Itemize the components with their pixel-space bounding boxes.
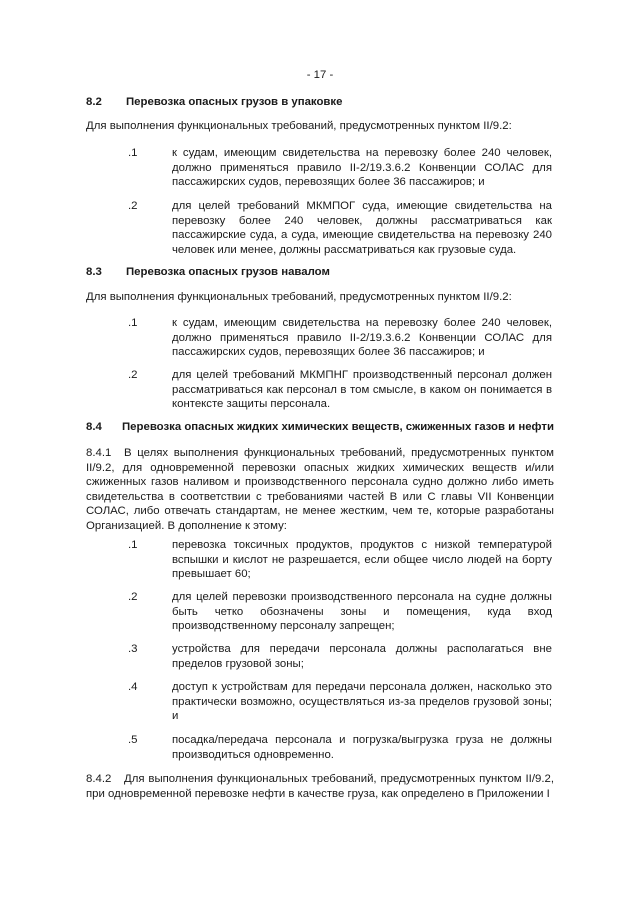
s84-item-3-number: .3	[128, 643, 138, 655]
section-8-2-number: 8.2	[86, 96, 102, 108]
section-8-3-number: 8.3	[86, 266, 102, 278]
section-8-2-title: Перевозка опасных грузов в упаковке	[126, 96, 343, 108]
paragraph-8-4-2	[86, 772, 554, 801]
s82-item-1-text: к судам, имеющим свидетельства на перевозку более 240 человек, должно применяться правило II-2/19.3.6.2 Конвенции СОЛАС для пассажирских судов, перевозящих более 36 пассажиров; и	[172, 147, 552, 189]
s82-item-1-number: .1	[128, 147, 138, 159]
section-8-3-intro: Для выполнения функциональных требований, предусмотренных пунктом II/9.2:	[86, 291, 512, 303]
paragraph-8-4-2-text: Для выполнения функциональных требований, предусмотренных пунктом II/9.2, при одновременной перевозке нефти в качестве груза, как определено в Приложении I	[86, 773, 554, 800]
paragraph-8-4-1-number: 8.4.1	[86, 447, 112, 459]
page-number: - 17 -	[306, 69, 334, 81]
section-8-2-intro: Для выполнения функциональных требований, предусмотренных пунктом II/9.2:	[86, 120, 512, 132]
paragraph-8-4-1-text: В целях выполнения функциональных требований, предусмотренных пунктом II/9.2, для одновременной перевозки опасных жидких химических веществ и/или сжиженных газов наливом и производственного персонала судно должно либо иметь свидетельства в соответствии с требованиями частей B или C главы VII Конвенции СОЛАС, либо отвечать стандартам, не менее жестким, чем те, которые разработаны Организацией. В дополнение к этому:	[86, 447, 554, 532]
s84-item-1-number: .1	[128, 539, 138, 551]
section-8-3-title: Перевозка опасных грузов навалом	[126, 266, 330, 278]
section-8-4-title: Перевозка опасных жидких химических веществ, сжиженных газов и нефти	[122, 421, 554, 433]
s83-item-2-number: .2	[128, 369, 138, 381]
s82-item-2-number: .2	[128, 200, 138, 212]
s84-item-1-text: перевозка токсичных продуктов, продуктов с низкой температурой вспышки и кислот не разрешается, если общее число людей на борту превышает 60;	[172, 539, 552, 581]
paragraph-8-4-2-number: 8.4.2	[86, 773, 112, 785]
s84-item-4-number: .4	[128, 681, 138, 693]
s84-item-2-number: .2	[128, 591, 138, 603]
s84-item-5-text: посадка/передача персонала и погрузка/выгрузка груза не должны производиться одновременно.	[172, 734, 552, 761]
s84-item-3-text: устройства для передачи персонала должны располагаться вне пределов грузовой зоны;	[172, 643, 552, 670]
s84-item-2-text: для целей перевозки производственного персонала на судне должны быть четко обозначены зоны и помещения, куда вход производственному персоналу запрещен;	[172, 591, 552, 633]
paragraph-8-4-1	[86, 446, 554, 534]
s83-item-2-text: для целей требований МКМПНГ производственный персонал должен рассматриваться как персонал в том смысле, в каком он понимается в контексте защиты персонала.	[172, 369, 552, 411]
section-8-4-number: 8.4	[86, 421, 102, 433]
s83-item-1-number: .1	[128, 317, 138, 329]
s84-item-4-text: доступ к устройствам для передачи персонала должен, насколько это практически возможно, осуществляться из-за пределов грузовой зоны; и	[172, 681, 552, 723]
s82-item-2-text: для целей требований МКМПОГ суда, имеющие свидетельства на перевозку более 240 человек, должны рассматриваться как пассажирские суда, а суда, имеющие свидетельства на перевозку 240 человек или менее, должны рассматриваться как грузовые суда.	[172, 200, 552, 256]
s84-item-5-number: .5	[128, 734, 138, 746]
s83-item-1-text: к судам, имеющим свидетельства на перевозку более 240 человек, должно применяться правило II-2/19.3.6.2 Конвенции СОЛАС для пассажирских судов, перевозящих более 36 пассажиров; и	[172, 317, 552, 359]
